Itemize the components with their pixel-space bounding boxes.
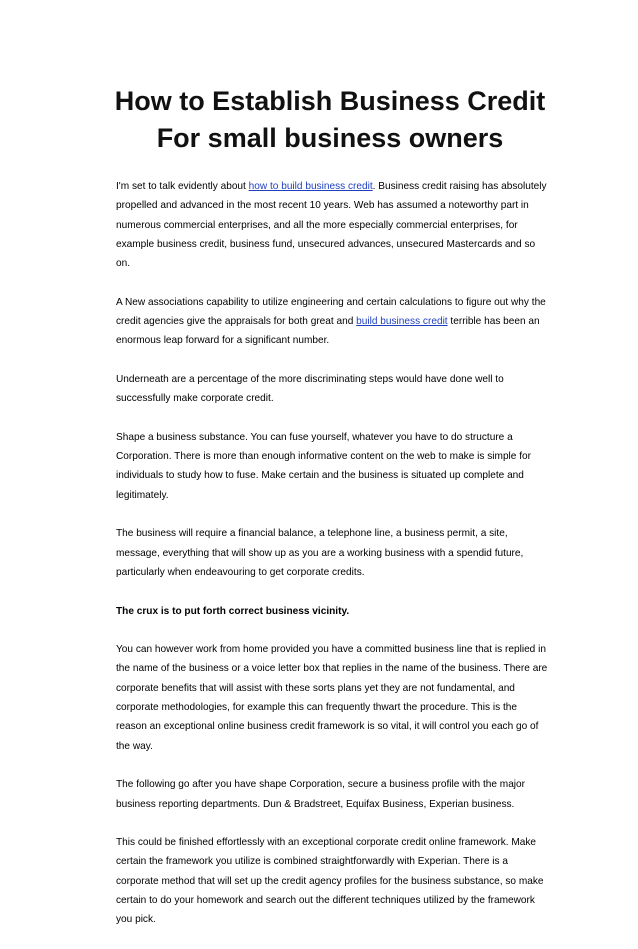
paragraph-3: Underneath are a percentage of the more discriminating steps would have done well to successfully make corporate credit. [116, 373, 504, 405]
paragraph-9: This could be finished effortlessly with an exceptional corporate credit online framework. Make certain the framework you utilize is combined straightforwardly with Experian. There is a corporate method that will set up the credit agency profiles for the business substance, so make certain to do your homework and search out the different techniques utilized by the framework you pick. [116, 837, 544, 926]
paragraph-5: The business will require a financial balance, a telephone line, a business permit, a site, message, everything that will show up as you are a working business with a spendid future, particularly when endeavouring to get corporate credits. [116, 528, 524, 578]
paragraph-1-text-a: I'm set to talk evidently about [116, 181, 249, 192]
document-title-line-1: How to Establish Business Credit [114, 86, 546, 116]
document-body [116, 177, 548, 949]
paragraph-8: The following go after you have shape Corporation, secure a business profile with the major business reporting departments. Dun & Bradstreet, Equifax Business, Experian business. [116, 779, 526, 810]
paragraph-2-text-b: terrible has been an enormous leap forward for a significant number. [116, 316, 540, 347]
paragraph-2-text-a: A New associations capability to utilize engineering and certain calculations to figure out why the credit agencies give the appraisals for both great and [116, 296, 546, 328]
document-title-line-2: For small business owners [156, 123, 504, 153]
paragraph-1-text-b: . Business credit raising has absolutely propelled and advanced in the most recent 10 years. Web has assumed a noteworthy part in numerous commercial enterprises, and all the more especially commercial enterprises, for example business credit, business fund, unsecured advances, unsecured Mastercards and so on. [116, 181, 547, 270]
paragraph-2 [116, 293, 548, 351]
paragraph-1 [116, 177, 548, 273]
paragraph-7: You can however work from home provided you have a committed business line that is replied in the name of the business or a voice letter box that replies in the name of the business. There are corporate benefits that will assist with these sorts plans yet they are not fundamental, and corporate methodologies, for example this can frequently thwart the procedure. This is the reason an exceptional online business credit framework is so vital, it will control you each go of the way. [116, 644, 548, 752]
paragraph-6-bold: The crux is to put forth correct business vicinity. [116, 605, 350, 617]
paragraph-4: Shape a business substance. You can fuse yourself, whatever you have to do structure a Corporation. There is more than enough informative content on the web to make is simple for individuals to study how to fuse. Make certain and the business is situated up complete and legitimately. [116, 431, 531, 501]
build-business-credit-link-1[interactable]: how to build business credit [248, 181, 373, 192]
build-business-credit-link-2[interactable]: build business credit [356, 316, 448, 328]
